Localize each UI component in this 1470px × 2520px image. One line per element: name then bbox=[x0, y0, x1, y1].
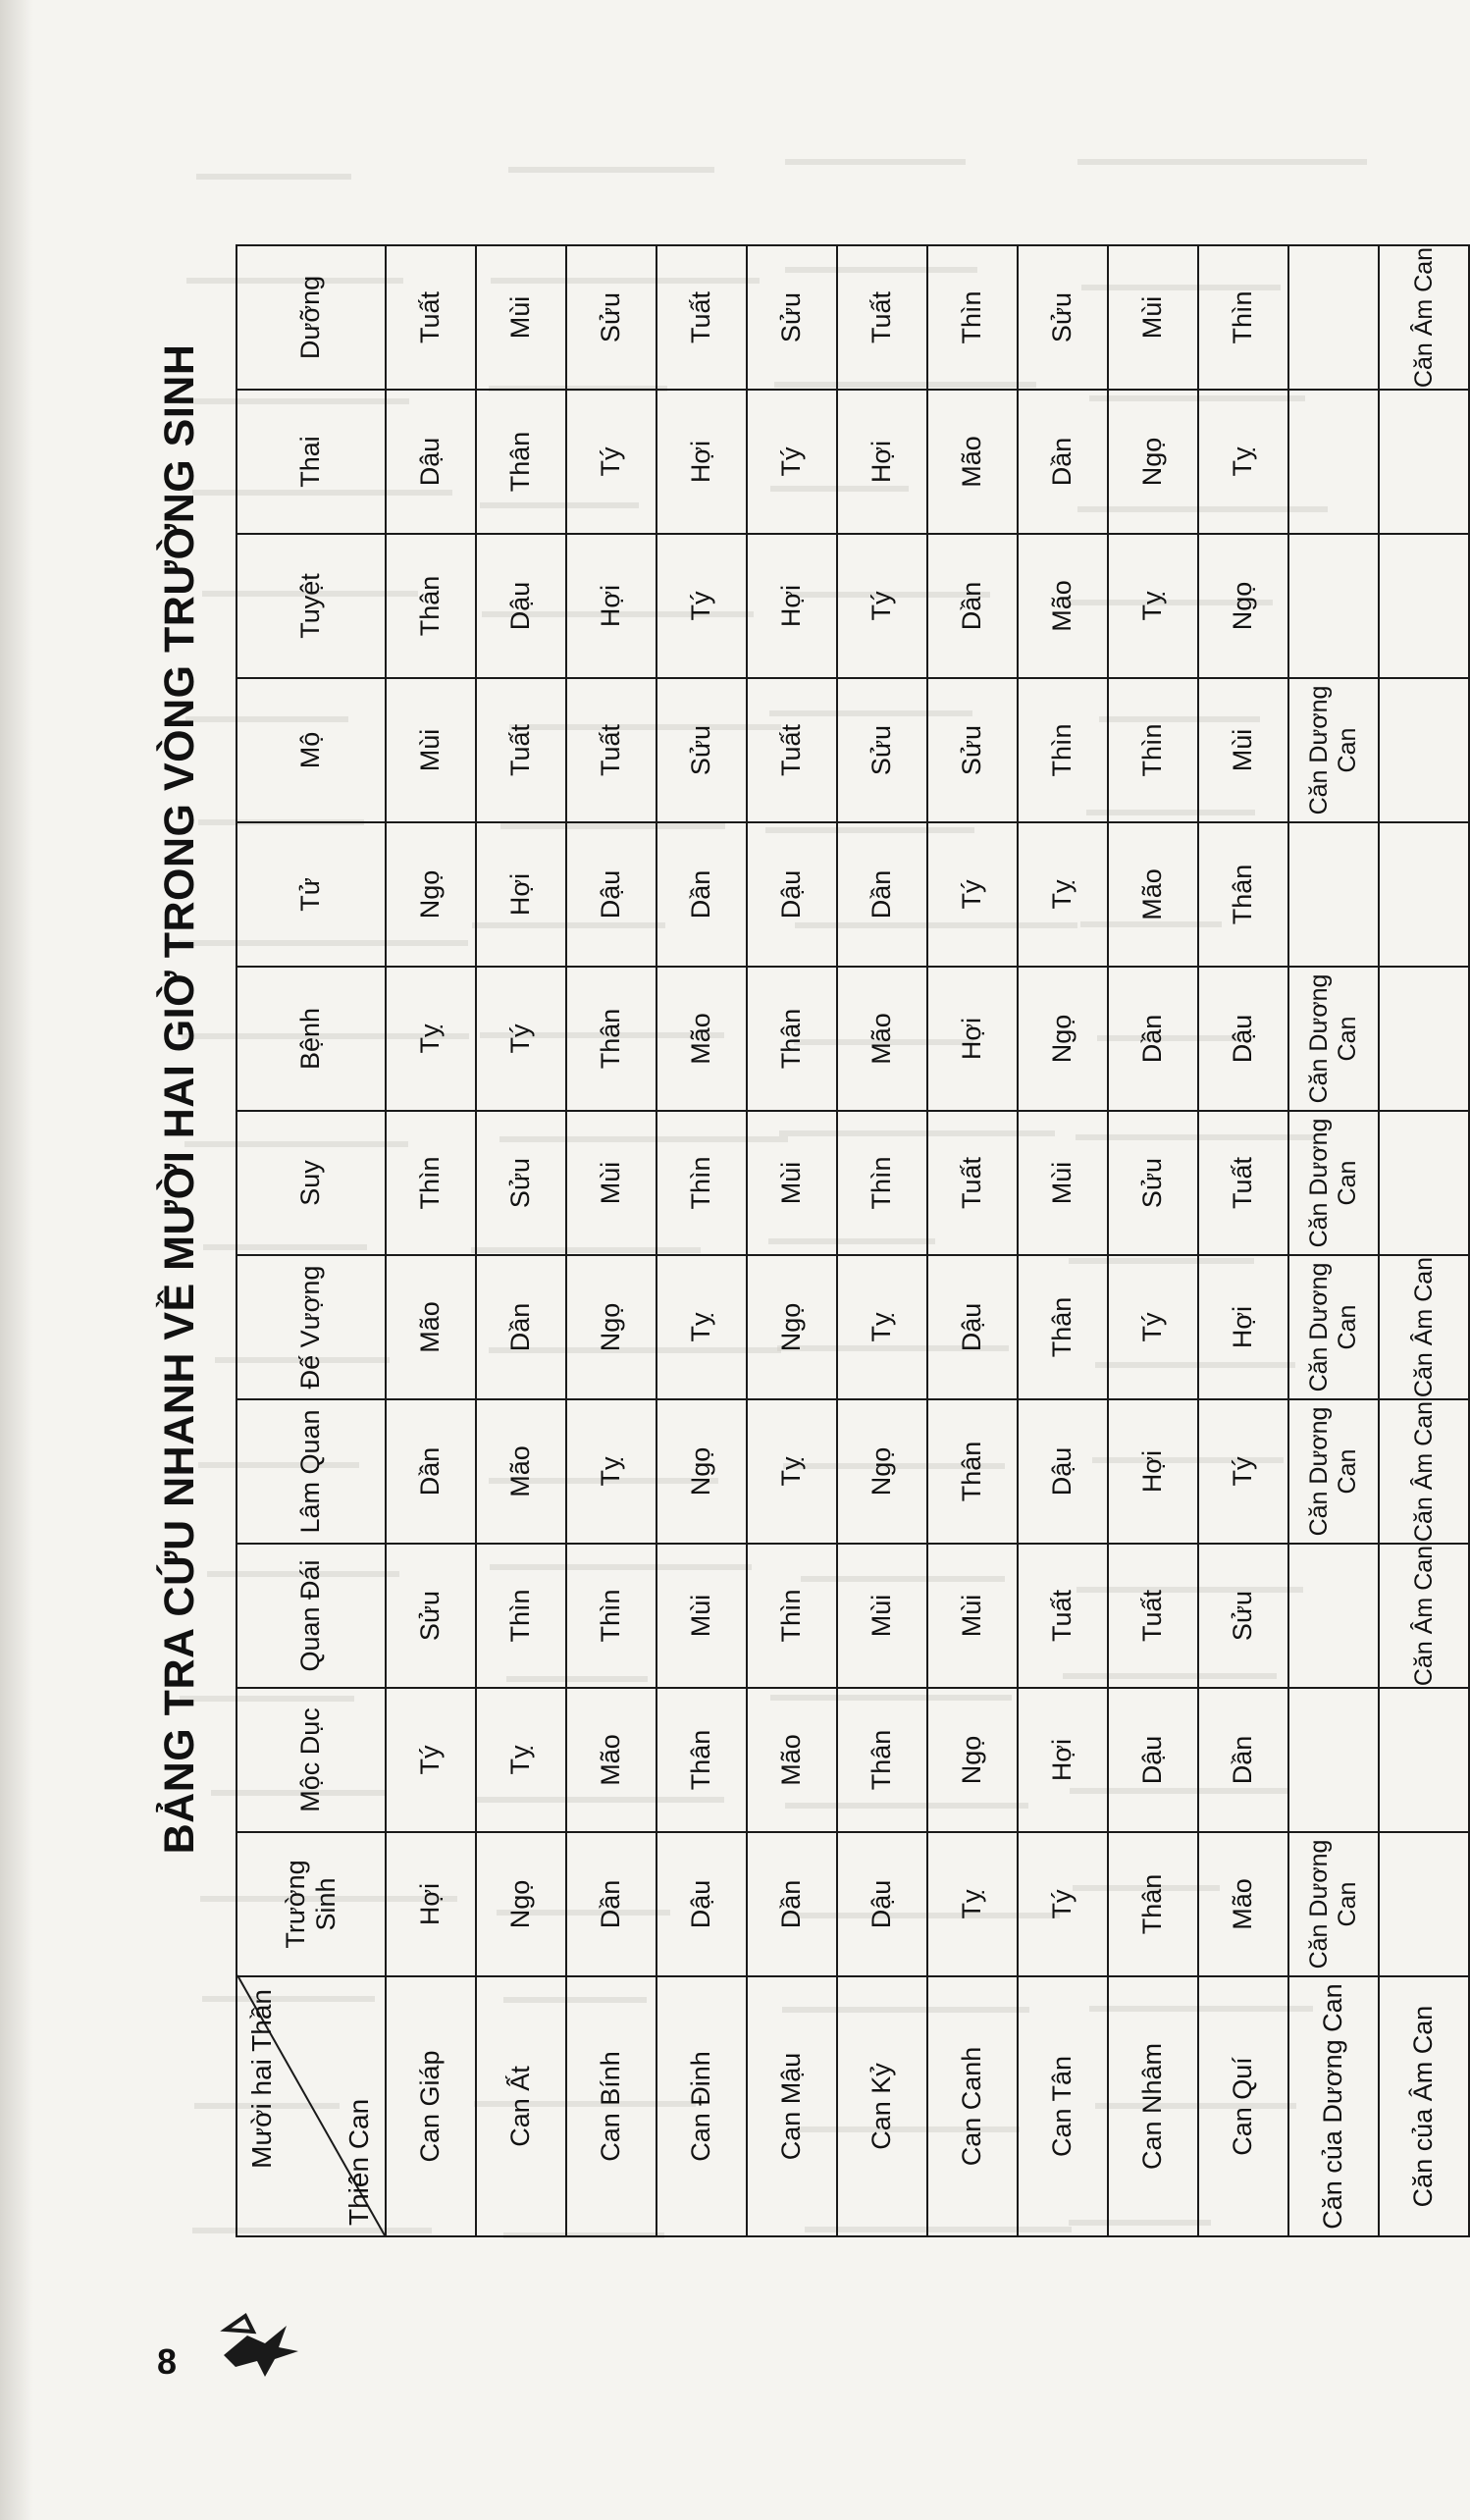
table-cell: Thìn bbox=[386, 1111, 476, 1255]
table-cell: Hợi bbox=[1198, 1255, 1288, 1399]
table-row bbox=[1018, 245, 1108, 2236]
table-cell: Dần bbox=[656, 822, 747, 967]
table-cell: Ngọ bbox=[1018, 967, 1108, 1111]
table-cell: Sửu bbox=[386, 1544, 476, 1688]
table-cell: Dậu bbox=[837, 1832, 927, 1976]
row-header: Căn của Âm Can bbox=[1379, 1976, 1469, 2236]
row-header: Can Quí bbox=[1198, 1976, 1288, 2236]
table-row bbox=[386, 245, 476, 2236]
table-cell: Ngọ bbox=[927, 1688, 1018, 1832]
table-cell: Dậu bbox=[927, 1255, 1018, 1399]
table-cell: Hợi bbox=[1108, 1399, 1198, 1544]
table-cell: Dậu bbox=[1108, 1688, 1198, 1832]
table-cell: Sửu bbox=[927, 678, 1018, 822]
table-cell: Tuất bbox=[566, 678, 656, 822]
table-cell: Ngọ bbox=[837, 1399, 927, 1544]
table-cell: Tý bbox=[1198, 1399, 1288, 1544]
table-cell: Hợi bbox=[656, 390, 747, 534]
table-cell: Tuất bbox=[837, 245, 927, 390]
column-header: Bệnh bbox=[236, 967, 386, 1111]
table-cell: Thìn bbox=[566, 1544, 656, 1688]
table-cell: Hợi bbox=[747, 534, 837, 678]
table-cell: Sửu bbox=[837, 678, 927, 822]
table-cell: Thân bbox=[1108, 1832, 1198, 1976]
table-cell: Ngọ bbox=[1198, 534, 1288, 678]
table-cell: Tuất bbox=[927, 1111, 1018, 1255]
table-cell: Dần bbox=[927, 534, 1018, 678]
lookup-table bbox=[236, 244, 1470, 2237]
table-cell: Ngọ bbox=[1108, 390, 1198, 534]
row-header: Can Tân bbox=[1018, 1976, 1108, 2236]
table-cell: Tý bbox=[566, 390, 656, 534]
table-cell: Tý bbox=[656, 534, 747, 678]
table-cell: Thìn bbox=[1198, 245, 1288, 390]
bird-ornament-icon bbox=[196, 2286, 314, 2404]
table-cell: Dậu bbox=[566, 822, 656, 967]
corner-label-top: Mười hai Thần bbox=[246, 1989, 277, 2169]
column-header: Thai bbox=[236, 390, 386, 534]
table-cell: Thân bbox=[1198, 822, 1288, 967]
table-cell: Ngọ bbox=[566, 1255, 656, 1399]
row-header: Can Ất bbox=[476, 1976, 566, 2236]
column-header: Lâm Quan bbox=[236, 1399, 386, 1544]
table-cell: Thìn bbox=[927, 245, 1018, 390]
table-cell: Dần bbox=[747, 1832, 837, 1976]
table-cell: Căn Âm Can bbox=[1379, 1399, 1469, 1544]
table-cell: Tỵ bbox=[566, 1399, 656, 1544]
table-row bbox=[656, 245, 747, 2236]
table-cell: Hợi bbox=[476, 822, 566, 967]
table-cell: Thân bbox=[1018, 1255, 1108, 1399]
table-cell: Sửu bbox=[1018, 245, 1108, 390]
page-title: BẢNG TRA CỨU NHANH VỀ MƯỜI HAI GIỜ TRONG VÒNG TRƯỜNG SINH bbox=[156, 343, 203, 1855]
table-cell: Mùi bbox=[1018, 1111, 1108, 1255]
table-cell: Tý bbox=[927, 822, 1018, 967]
table-cell: Mão bbox=[566, 1688, 656, 1832]
table-cell bbox=[1379, 1832, 1469, 1976]
table-cell: Thân bbox=[656, 1688, 747, 1832]
table-cell: Dần bbox=[1198, 1688, 1288, 1832]
table-cell: Căn Dương Can bbox=[1288, 967, 1379, 1111]
table-container bbox=[236, 244, 1470, 2237]
table-cell: Tuất bbox=[1018, 1544, 1108, 1688]
table-cell: Ngọ bbox=[386, 822, 476, 967]
table-row bbox=[747, 245, 837, 2236]
table-cell: Mão bbox=[1018, 534, 1108, 678]
table-cell bbox=[1379, 1688, 1469, 1832]
table-cell bbox=[1288, 390, 1379, 534]
row-header: Can Canh bbox=[927, 1976, 1018, 2236]
table-cell: Sửu bbox=[1198, 1544, 1288, 1688]
table-cell: Tuất bbox=[1108, 1544, 1198, 1688]
table-cell: Tỵ bbox=[656, 1255, 747, 1399]
table-cell: Ngọ bbox=[656, 1399, 747, 1544]
table-cell: Thân bbox=[386, 534, 476, 678]
table-cell: Tý bbox=[476, 967, 566, 1111]
table-cell: Tỵ bbox=[476, 1688, 566, 1832]
table-cell: Mùi bbox=[1108, 245, 1198, 390]
table-cell: Thìn bbox=[837, 1111, 927, 1255]
table-cell: Dậu bbox=[656, 1832, 747, 1976]
table-cell: Tuất bbox=[476, 678, 566, 822]
table-cell bbox=[1379, 822, 1469, 967]
table-cell: Tỵ bbox=[386, 967, 476, 1111]
row-header: Can Đinh bbox=[656, 1976, 747, 2236]
table-cell: Tý bbox=[1108, 1255, 1198, 1399]
table-cell: Sửu bbox=[1108, 1111, 1198, 1255]
table-cell: Dần bbox=[566, 1832, 656, 1976]
column-header: Trường Sinh bbox=[236, 1832, 386, 1976]
table-cell: Tuất bbox=[386, 245, 476, 390]
table-cell: Thìn bbox=[1108, 678, 1198, 822]
table-row bbox=[1379, 245, 1469, 2236]
table-cell: Sửu bbox=[656, 678, 747, 822]
table-cell bbox=[1379, 678, 1469, 822]
table-cell: Thân bbox=[566, 967, 656, 1111]
table-row bbox=[1108, 245, 1198, 2236]
table-row bbox=[927, 245, 1018, 2236]
column-header: Mộc Dục bbox=[236, 1688, 386, 1832]
table-cell: Thân bbox=[927, 1399, 1018, 1544]
table-cell: Mùi bbox=[747, 1111, 837, 1255]
table-cell: Thìn bbox=[1018, 678, 1108, 822]
table-cell bbox=[1379, 390, 1469, 534]
table-cell: Mão bbox=[747, 1688, 837, 1832]
header-row bbox=[236, 245, 386, 2236]
table-cell: Dậu bbox=[476, 534, 566, 678]
table-cell: Mão bbox=[927, 390, 1018, 534]
table-cell: Dần bbox=[476, 1255, 566, 1399]
table-cell: Tuất bbox=[747, 678, 837, 822]
table-cell: Hợi bbox=[386, 1832, 476, 1976]
table-row bbox=[1288, 245, 1379, 2236]
table-cell: Thìn bbox=[476, 1544, 566, 1688]
table-cell: Căn Dương Can bbox=[1288, 1111, 1379, 1255]
table-cell: Hợi bbox=[837, 390, 927, 534]
table-cell: Căn Âm Can bbox=[1379, 1544, 1469, 1688]
table-cell: Tuất bbox=[656, 245, 747, 390]
row-header: Can Mậu bbox=[747, 1976, 837, 2236]
table-cell: Hợi bbox=[1018, 1688, 1108, 1832]
table-cell: Tý bbox=[386, 1688, 476, 1832]
table-cell: Tỵ bbox=[837, 1255, 927, 1399]
table-cell bbox=[1288, 822, 1379, 967]
table-cell: Tỵ bbox=[1018, 822, 1108, 967]
table-cell: Thân bbox=[747, 967, 837, 1111]
table-cell: Thân bbox=[476, 390, 566, 534]
table-cell: Tuất bbox=[1198, 1111, 1288, 1255]
table-cell: Dậu bbox=[1198, 967, 1288, 1111]
table-cell bbox=[1288, 245, 1379, 390]
table-cell: Mão bbox=[837, 967, 927, 1111]
table-cell: Dần bbox=[837, 822, 927, 967]
table-cell bbox=[1379, 967, 1469, 1111]
table-cell: Mùi bbox=[566, 1111, 656, 1255]
page-edge-shadow bbox=[0, 0, 33, 2520]
table-cell: Ngọ bbox=[476, 1832, 566, 1976]
table-cell: Dậu bbox=[747, 822, 837, 967]
table-cell: Sửu bbox=[747, 245, 837, 390]
column-header: Quan Đái bbox=[236, 1544, 386, 1688]
table-cell: Thân bbox=[837, 1688, 927, 1832]
table-row bbox=[476, 245, 566, 2236]
rotated-content bbox=[147, 118, 1439, 2237]
table-cell: Dậu bbox=[1018, 1399, 1108, 1544]
column-header: Tử bbox=[236, 822, 386, 967]
table-cell: Tỵ bbox=[747, 1399, 837, 1544]
column-header: Suy bbox=[236, 1111, 386, 1255]
table-row bbox=[566, 245, 656, 2236]
corner-label-bottom: Thiên Can bbox=[342, 2098, 374, 2226]
table-cell: Mão bbox=[656, 967, 747, 1111]
table-cell: Sửu bbox=[566, 245, 656, 390]
table-cell: Mùi bbox=[837, 1544, 927, 1688]
table-cell: Căn Âm Can bbox=[1379, 245, 1469, 390]
table-cell bbox=[1288, 534, 1379, 678]
table-cell bbox=[1288, 1688, 1379, 1832]
table-cell: Căn Dương Can bbox=[1288, 678, 1379, 822]
table-cell: Dần bbox=[1108, 967, 1198, 1111]
table-cell: Căn Dương Can bbox=[1288, 1399, 1379, 1544]
table-cell: Mão bbox=[1108, 822, 1198, 967]
row-header: Căn của Dương Can bbox=[1288, 1976, 1379, 2236]
table-cell: Căn Âm Can bbox=[1379, 1255, 1469, 1399]
corner-cell bbox=[236, 1976, 386, 2236]
table-cell: Mùi bbox=[1198, 678, 1288, 822]
table-cell: Dần bbox=[1018, 390, 1108, 534]
table-cell: Sửu bbox=[476, 1111, 566, 1255]
table-cell: Dần bbox=[386, 1399, 476, 1544]
table-cell: Tỵ bbox=[1108, 534, 1198, 678]
table-cell bbox=[1379, 534, 1469, 678]
table-cell: Mão bbox=[386, 1255, 476, 1399]
table-cell: Mão bbox=[1198, 1832, 1288, 1976]
table-cell: Căn Dương Can bbox=[1288, 1255, 1379, 1399]
page-number: 8 bbox=[157, 2341, 178, 2382]
table-cell: Mùi bbox=[927, 1544, 1018, 1688]
table-cell bbox=[1288, 1544, 1379, 1688]
table-cell bbox=[1379, 1111, 1469, 1255]
table-cell: Tỵ bbox=[1198, 390, 1288, 534]
row-header: Can Bính bbox=[566, 1976, 656, 2236]
table-cell: Tỵ bbox=[927, 1832, 1018, 1976]
table-cell: Tý bbox=[747, 390, 837, 534]
column-header: Tuyệt bbox=[236, 534, 386, 678]
table-cell: Tý bbox=[1018, 1832, 1108, 1976]
table-cell: Ngọ bbox=[747, 1255, 837, 1399]
table-cell: Dậu bbox=[386, 390, 476, 534]
table-cell: Mão bbox=[476, 1399, 566, 1544]
table-row bbox=[837, 245, 927, 2236]
table-cell: Mùi bbox=[656, 1544, 747, 1688]
table-cell: Hợi bbox=[927, 967, 1018, 1111]
table-cell: Tý bbox=[837, 534, 927, 678]
column-header: Dưỡng bbox=[236, 245, 386, 390]
table-cell: Mùi bbox=[476, 245, 566, 390]
row-header: Can Kỷ bbox=[837, 1976, 927, 2236]
table-cell: Căn Dương Can bbox=[1288, 1832, 1379, 1976]
table-cell: Thìn bbox=[747, 1544, 837, 1688]
row-header: Can Giáp bbox=[386, 1976, 476, 2236]
table-row bbox=[1198, 245, 1288, 2236]
row-header: Can Nhâm bbox=[1108, 1976, 1198, 2236]
table-cell: Hợi bbox=[566, 534, 656, 678]
table-cell: Mùi bbox=[386, 678, 476, 822]
column-header: Mộ bbox=[236, 678, 386, 822]
table-cell: Thìn bbox=[656, 1111, 747, 1255]
column-header: Đế Vượng bbox=[236, 1255, 386, 1399]
